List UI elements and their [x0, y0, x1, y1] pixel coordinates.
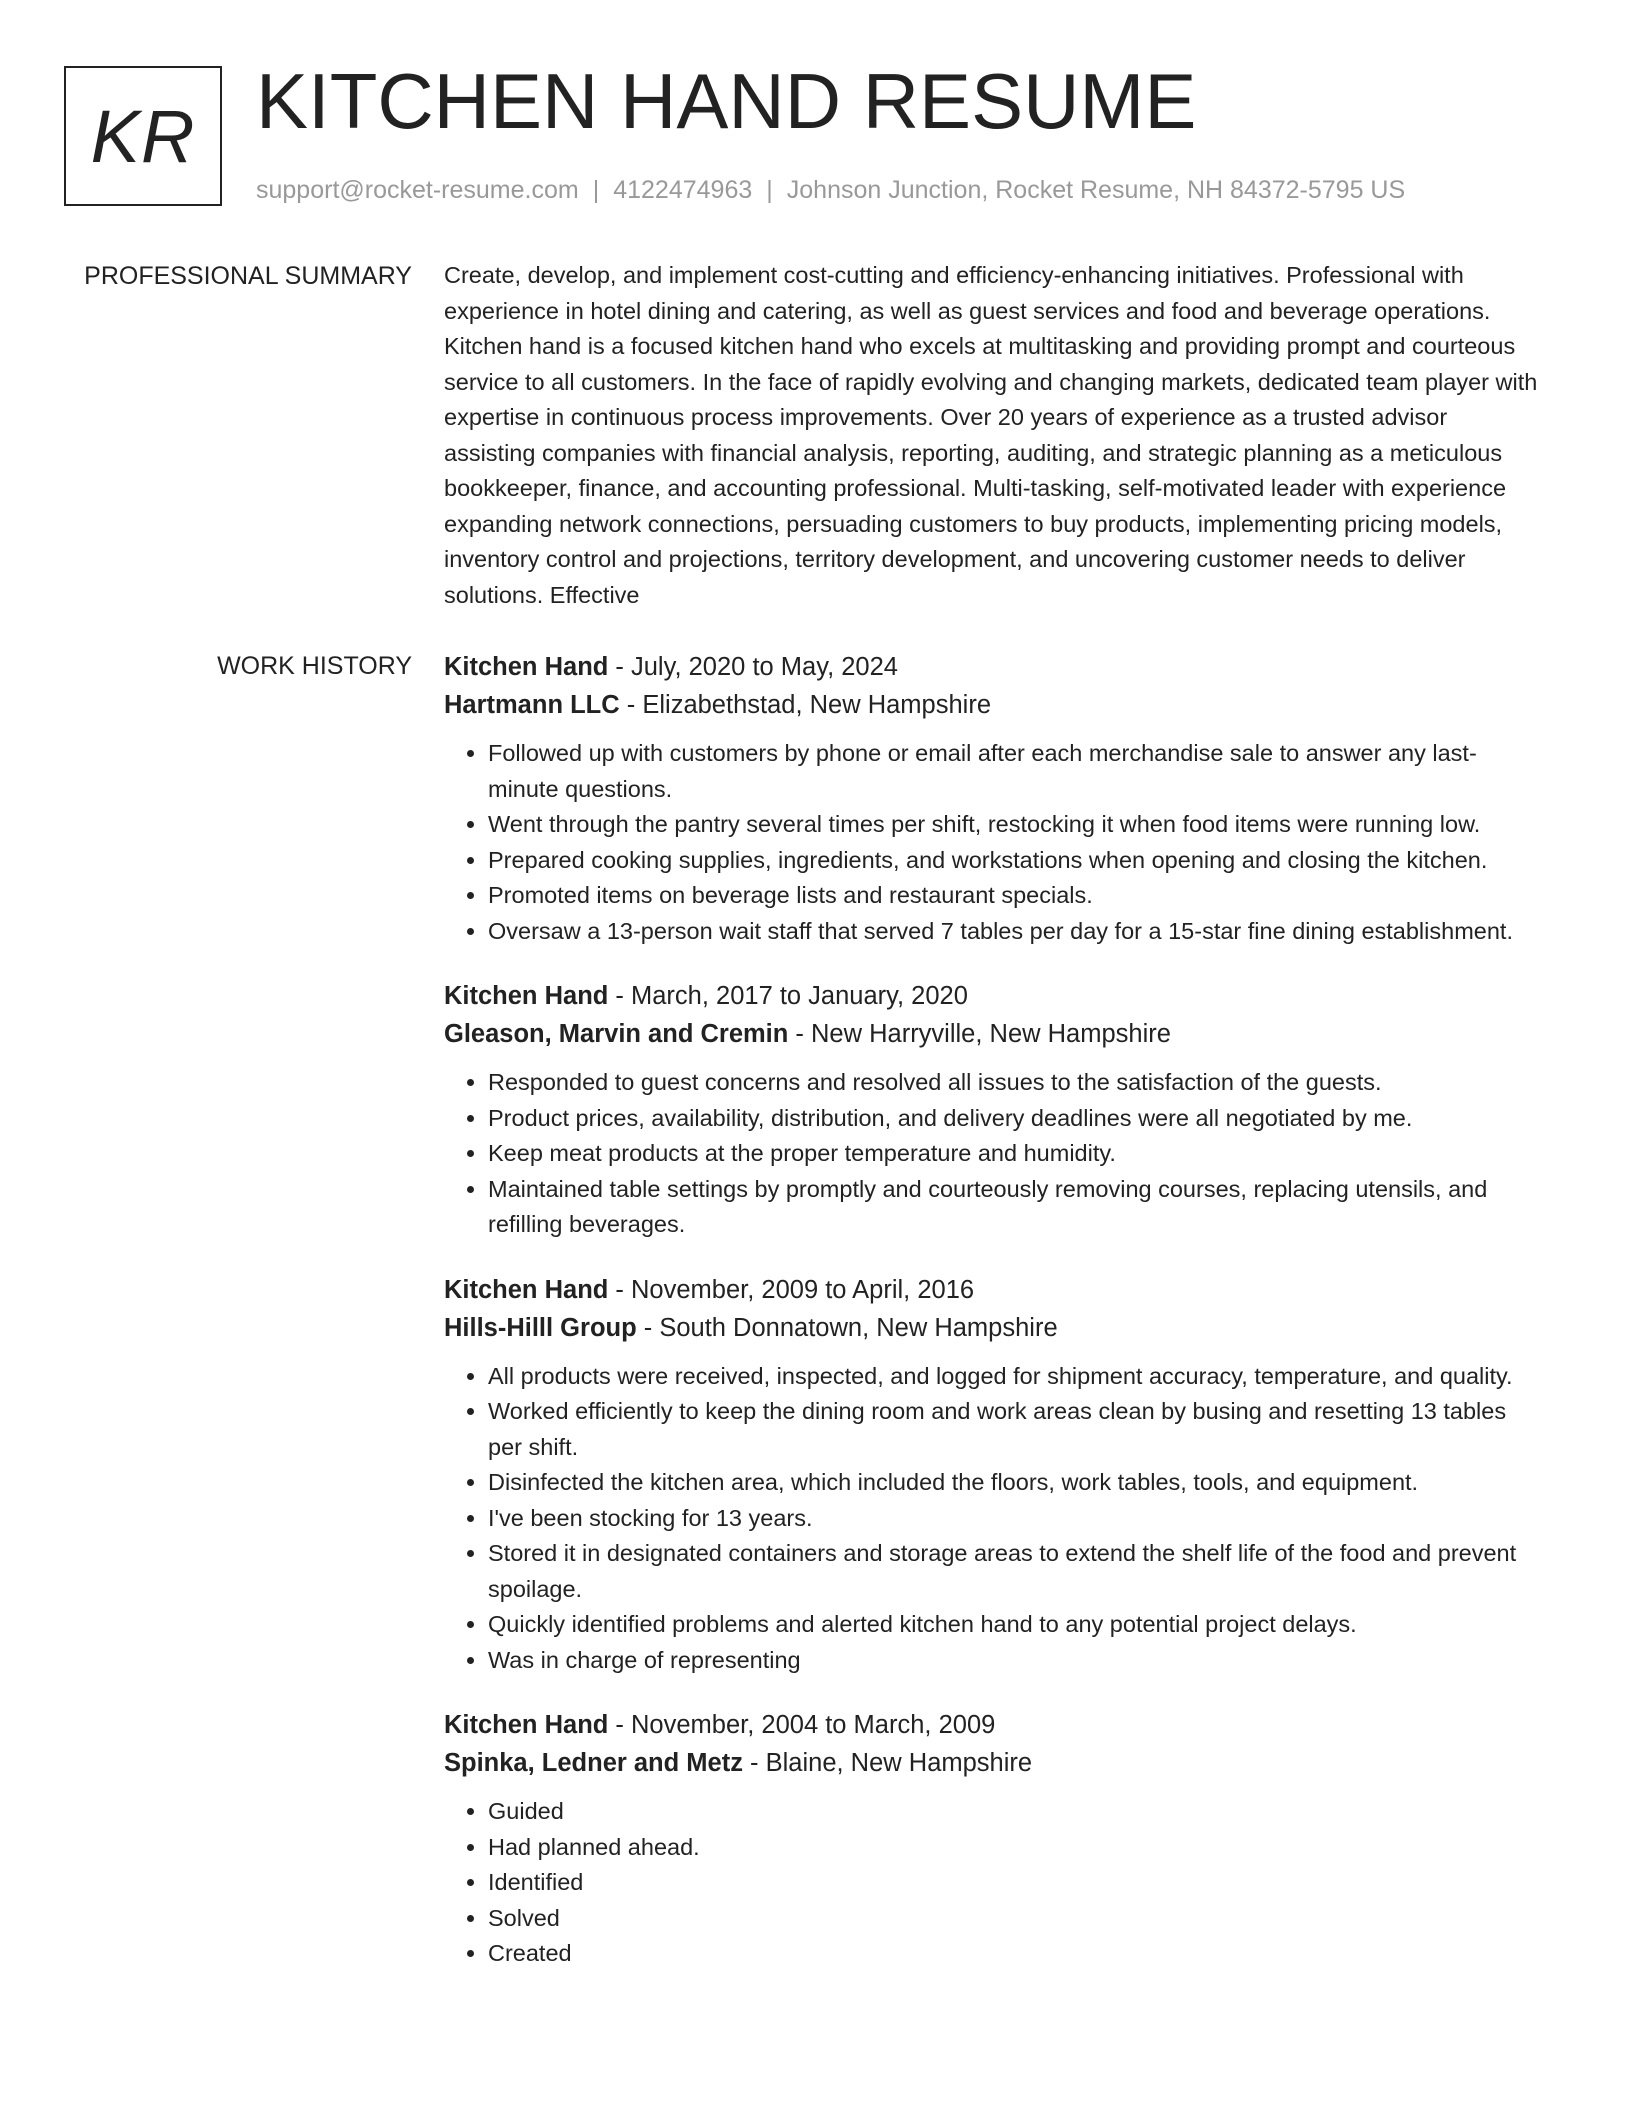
summary-body	[444, 258, 1544, 613]
job-company-line	[444, 1744, 1544, 1782]
job-duty-item: • Worked efficiently to keep the dining room and work areas clean by busing and resetting 13 tables per shift.	[488, 1394, 1544, 1465]
job-title-line	[444, 1706, 1544, 1744]
job-entry	[444, 1706, 1544, 1972]
job-duty-item: • Had planned ahead.	[488, 1830, 1544, 1866]
contact-line	[256, 172, 1405, 208]
job-duties-list	[444, 1794, 1544, 1972]
job-dates: - November, 2009 to April, 2016	[608, 1275, 975, 1304]
contact-phone: 4122474963	[613, 176, 753, 204]
contact-email: support@rocket-resume.com	[256, 176, 579, 204]
monogram-initials: KR	[90, 94, 196, 178]
job-company-line	[444, 1015, 1544, 1053]
job-title: Kitchen Hand	[444, 1275, 609, 1304]
job-duty-item: • Promoted items on beverage lists and restaurant specials.	[488, 878, 1544, 914]
job-company: Hills-Hilll Group	[444, 1313, 637, 1342]
job-title-line	[444, 648, 1544, 686]
job-duty-item: • Followed up with customers by phone or email after each merchandise sale to answer any last-minute questions.	[488, 736, 1544, 807]
job-duty-item: • Went through the pantry several times per shift, restocking it when food items were running low.	[488, 807, 1544, 843]
job-duties-list	[444, 736, 1544, 949]
job-title: Kitchen Hand	[444, 653, 609, 681]
job-entry	[444, 648, 1544, 949]
contact-address: Johnson Junction, Rocket Resume, NH 84372-5795 US	[786, 176, 1406, 204]
monogram-box	[64, 66, 222, 206]
job-duty-item: • All products were received, inspected, and logged for shipment accuracy, temperature, and quality.	[488, 1359, 1544, 1395]
summary-heading: PROFESSIONAL SUMMARY	[84, 262, 412, 290]
job-location: - Elizabethstad, New Hampshire	[619, 691, 992, 719]
job-duty-item: • Identified	[488, 1865, 1544, 1901]
job-company: Spinka, Ledner and Metz	[444, 1749, 743, 1777]
job-company: Gleason, Marvin and Cremin	[444, 1020, 789, 1048]
job-company-line	[444, 686, 1544, 724]
job-location: - South Donnatown, New Hampshire	[636, 1313, 1058, 1342]
job-duty-item: • Quickly identified problems and alerted kitchen hand to any potential project delays.	[488, 1607, 1544, 1643]
job-title: Kitchen Hand	[444, 982, 609, 1010]
job-duty-item: • Solved	[488, 1901, 1544, 1937]
job-title: Kitchen Hand	[444, 1711, 609, 1739]
work-history-list	[444, 648, 1544, 2000]
job-dates: - March, 2017 to January, 2020	[608, 982, 968, 1010]
job-location: - Blaine, New Hampshire	[742, 1749, 1033, 1777]
job-entry	[444, 1271, 1544, 1679]
job-duty-item: • Guided	[488, 1794, 1544, 1830]
job-title-line	[444, 977, 1544, 1015]
job-duties-list	[444, 1065, 1544, 1243]
job-company: Hartmann LLC	[444, 691, 620, 719]
job-duty-item: • Prepared cooking supplies, ingredients, and workstations when opening and closing the kitchen.	[488, 843, 1544, 879]
job-duty-item: • Disinfected the kitchen area, which included the floors, work tables, tools, and equipment.	[488, 1465, 1544, 1501]
job-duty-item: • Product prices, availability, distribution, and delivery deadlines were all negotiated by me.	[488, 1101, 1544, 1137]
resume-title: KITCHEN HAND RESUME	[256, 57, 1197, 145]
job-duty-item: • Created	[488, 1936, 1544, 1972]
job-dates: - November, 2004 to March, 2009	[608, 1711, 996, 1739]
job-duty-item: • Stored it in designated containers and storage areas to extend the shelf life of the food and prevent spoilage.	[488, 1536, 1544, 1607]
job-duties-list	[444, 1359, 1544, 1679]
contact-separator: |	[592, 176, 600, 204]
job-title-line	[444, 1271, 1544, 1309]
job-duty-item: • Oversaw a 13-person wait staff that served 7 tables per day for a 15-star fine dining establishment.	[488, 914, 1544, 950]
job-duty-item: • Was in charge of representing	[488, 1643, 1544, 1679]
contact-separator: |	[766, 176, 773, 204]
job-dates: - July, 2020 to May, 2024	[608, 653, 898, 681]
work-history-heading: WORK HISTORY	[217, 652, 412, 680]
summary-text: Create, develop, and implement cost-cutting and efficiency-enhancing initiatives. Professional with experience in hotel dining and catering, as well as guest services and food and beverage operations. Kitchen hand is a focused kitchen hand who excels at multitasking and providing prompt and courteous service to all customers. In the face of rapidly evolving and changing markets, dedicated team player with expertise in continuous process improvements. Over 20 years of experience as a trusted advisor assisting companies with financial analysis, reporting, auditing, and strategic planning as a meticulous bookkeeper, finance, and accounting professional. Multi-tasking, self-motivated leader with experience expanding network connections, persuading customers to buy products, implementing pricing models, inventory control and projections, territory development, and uncovering customer needs to deliver solutions. Effective	[444, 262, 1538, 608]
job-entry	[444, 977, 1544, 1243]
job-duty-item: • Keep meat products at the proper temperature and humidity.	[488, 1136, 1544, 1172]
job-company-line	[444, 1309, 1544, 1347]
job-location: - New Harryville, New Hampshire	[788, 1020, 1171, 1048]
job-duty-item: • I've been stocking for 13 years.	[488, 1501, 1544, 1537]
job-duty-item: • Maintained table settings by promptly and courteously removing courses, replacing utensils, and refilling beverages.	[488, 1172, 1544, 1243]
job-duty-item: • Responded to guest concerns and resolved all issues to the satisfaction of the guests.	[488, 1065, 1544, 1101]
